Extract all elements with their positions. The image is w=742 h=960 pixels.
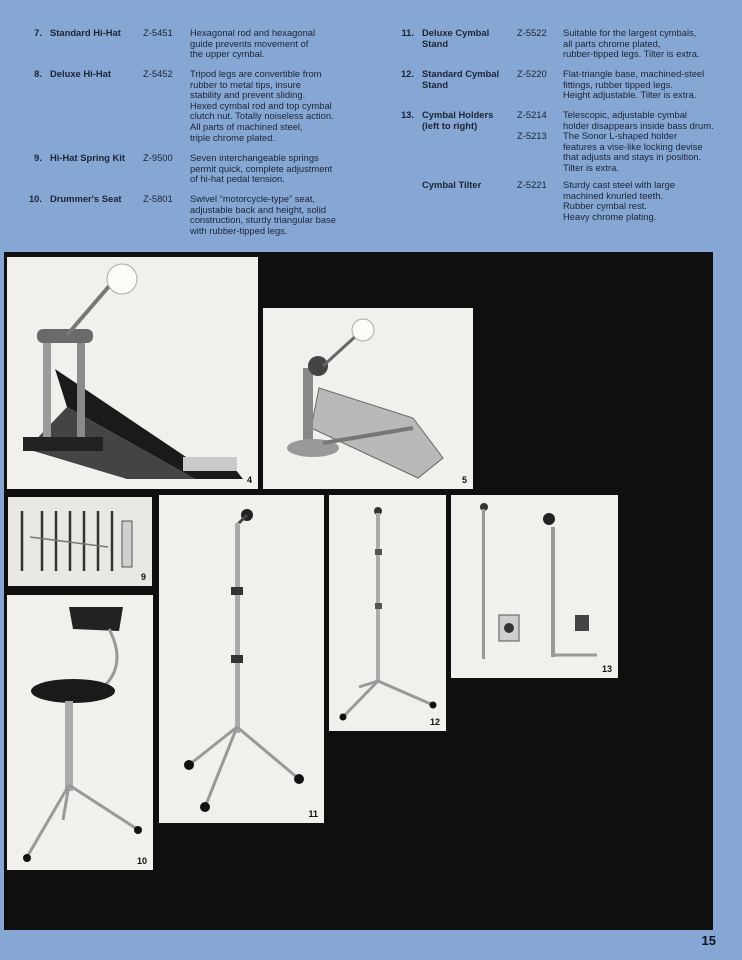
left-item-column [20,28,365,242]
item-number: 11. [401,27,414,38]
page-number: 15 [701,933,716,948]
item-code: Z-5451 [143,27,173,38]
drummers-seat-illustration [7,595,153,870]
standard-cymbal-stand-illustration [329,495,446,731]
photo-number: 10 [136,856,147,866]
item-name: Cymbal Tilter [422,179,482,190]
item-description: Telescopic, adjustable cymbal holder disappears inside bass drum. The Sonor L-shaped holder features a vise-like locking devise that adjusts and stays in position. Tilter is extra. [563,109,714,173]
item-7 [20,28,365,69]
photo-deluxe-cymbal-stand-11 [159,495,324,823]
cymbal-holders-illustration [451,495,618,678]
item-number: 10. [28,193,42,204]
item-description: Hexagonal rod and hexagonal guide prevents movement of the upper cymbal. [190,27,316,60]
item-number: 8. [34,68,42,79]
hihat-pedal-illustration [263,308,473,489]
item-name: Standard Cymbal Stand [422,68,500,90]
item-number: 7. [34,27,42,38]
spring-kit-illustration [8,497,152,586]
item-code: Z-5220 [517,68,547,79]
item-9 [20,153,365,194]
item-12 [392,69,732,110]
item-name: Hi-Hat Spring Kit [50,152,125,163]
photo-standard-cymbal-stand-12 [329,495,446,731]
item-11 [392,28,732,69]
item-cymbal-tilter [392,180,732,228]
photo-hihat-pedal-5 [263,308,473,489]
item-number: 12. [400,68,414,79]
item-name: Deluxe Cymbal Stand [422,27,490,49]
item-13 [392,110,732,180]
item-number: 13. [400,109,414,120]
photo-number: 5 [461,475,467,485]
item-code: Z-5801 [143,193,173,204]
item-description: Flat-triangle base, machined-steel fittings, rubber tipped legs. Height adjustable. Tilter is extra. [563,68,705,101]
deluxe-cymbal-stand-illustration [159,495,324,823]
photo-cymbal-holders-13 [451,495,618,678]
photo-number: 4 [246,475,252,485]
photo-bass-pedal-4 [7,257,258,489]
item-name: Cymbal Holders (left to right) [422,109,494,131]
photo-number: 9 [140,572,146,582]
item-code: Z-9500 [143,152,173,163]
item-code: Z-5221 [517,179,547,190]
item-description: Tripod legs are convertible from rubber to metal tips, insure stability and prevent sliding. Hexed cymbal rod and top cymbal clutch nut. Totally noiseless action. All parts of machined steel, triple chrome plated. [190,68,334,143]
right-item-column [392,28,732,228]
item-code: Z-5452 [143,68,173,79]
item-name: Standard Hi-Hat [50,27,121,38]
item-8 [20,69,365,153]
photo-spring-kit-9 [8,497,152,586]
item-10 [20,194,365,242]
item-name: Deluxe Hi-Hat [50,68,111,79]
photo-number: 12 [429,717,440,727]
item-code: Z-5522 [517,27,547,38]
photo-number: 13 [601,664,612,674]
item-name: Drummer's Seat [50,193,122,204]
item-description: Suitable for the largest cymbals, all parts chrome plated, rubber-tipped legs. Tilter is extra. [563,27,700,60]
photo-drummers-seat-10 [7,595,153,870]
item-code: Z-5214 Z-5213 [517,109,547,142]
photo-number: 11 [308,809,318,819]
item-description: Seven interchangeable springs permit quick, complete adjustment of hi-hat pedal tension. [190,152,333,185]
item-description: Sturdy cast steel with large machined knurled teeth. Rubber cymbal rest. Heavy chrome plating. [563,179,676,222]
item-number: 9. [34,152,42,163]
bass-pedal-illustration [7,257,258,489]
item-description: Swivel “motorcycle-type” seat, adjustable back and height, solid construction, sturdy triangular base with rubber-tipped legs. [190,193,336,236]
